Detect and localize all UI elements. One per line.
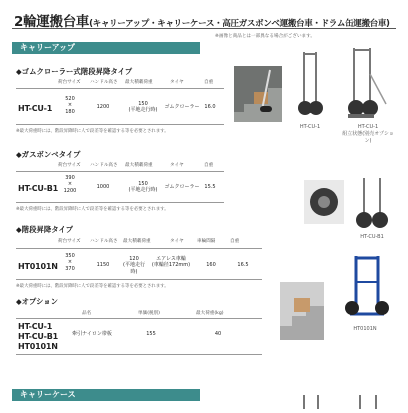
model-number: HT-CU-B1 [18,332,59,341]
image-caption: HT-CU-1 組立状態(別売オプション) [342,124,394,144]
image-caption: HT-CU-1 [299,124,321,130]
table-cell: 16.5 [237,262,249,268]
header-cell: タイヤ [170,163,184,168]
header-cell: 荷台サイズ [58,80,81,85]
table-divider [16,279,262,280]
table-divider [16,318,262,319]
footnote: ※最大荷重時には、階段昇降時に人で段差等を確認する等を必要とされます。 [16,129,169,134]
page-title [14,10,390,30]
model-number: HT0101N [18,262,58,271]
product-partial-1 [294,394,328,408]
trolley-partial-icon [294,395,328,409]
table-divider [16,248,262,249]
product-trolley-gas [350,176,394,232]
table-cell: 350 × 370 [65,253,75,272]
table-cell: 1150 [96,262,110,268]
table-divider [16,202,224,203]
header-cell: 最大積載荷重 [125,163,153,168]
table-divider [16,124,224,125]
header-cell: タイヤ [170,239,184,244]
header-cell: 自重 [204,80,214,85]
table-cell: 520 × 180 [65,96,75,115]
image-caption: HT0101N [353,326,377,332]
header-cell: 荷台サイズ [58,163,81,168]
title-underline [12,28,396,29]
table-cell: ゴムクローラー [164,104,200,110]
title-sub: (キャリーアップ・キャリーケース・高圧ガスボンベ運搬台車・ドラム缶運搬台車) [89,19,390,29]
product-trolley-blue [338,252,396,324]
stair-type-photo [280,282,324,340]
option-name: 牽引ナイロン帯板 [72,331,112,337]
table-cell: 16.0 [204,104,216,110]
header-cell: 最大荷重(kg) [196,311,224,316]
product-photo-stairs [234,66,282,122]
table-cell: 150 (平地走行時) [128,181,158,194]
footnote: ※最大荷重時には、階段昇降時に人で段差等を確認する等を必要とされます。 [16,207,169,212]
table-cell: 120 (平地走行時) [123,256,145,275]
product-photo-stair-type [280,282,324,340]
table-divider [16,171,224,172]
model-number: HT-CU-1 [18,104,53,113]
header-cell: 荷台サイズ [58,239,81,244]
header-cell: 最大積載荷重 [125,80,153,85]
option-load: 40 [214,331,222,337]
category-bar-carry-case: キャリーケース [12,389,200,401]
table-cell: ゴムクローラー [164,184,200,190]
section-title: ◆ゴムクローラー式階段昇降タイプ [16,67,133,76]
model-number: HT0101N [18,342,58,351]
table-cell: 1200 [96,104,110,110]
table-cell: 15.5 [204,184,216,190]
header-cell: 品名 [82,311,92,316]
trolley-assembled-icon [338,44,394,124]
category-bar-carry-up: キャリーアップ [12,42,200,54]
table-cell: 150 (平地走行時) [128,101,158,114]
header-cell: 単価(税別) [138,311,160,316]
table-divider [16,354,262,355]
table-cell: 1000 [96,184,110,190]
header-cell: 自重 [204,163,214,168]
section-title: ◆階段昇降タイプ [16,225,74,234]
blue-trolley-icon [338,252,396,324]
header-cell: ハンドル高さ [90,163,118,168]
trolley-partial-icon [348,395,388,409]
table-cell: 160 [206,262,216,268]
gas-cylinder-photo [304,180,344,224]
header-cell: ハンドル高さ [90,80,118,85]
product-partial-2 [348,394,388,408]
table-cell: 390 × 1200 [63,175,77,194]
product-trolley-hu [292,50,330,122]
image-caption: HT-CU-B1 [360,234,384,240]
section-title: ◆ガスボンベタイプ [16,150,81,159]
header-cell: タイヤ [170,80,184,85]
trolley-icon [292,50,330,122]
header-cell: 自重 [230,239,240,244]
options-title: ◆オプション [16,297,58,306]
model-number: HT-CU-1 [18,322,53,331]
model-number: HT-CU-B1 [18,184,59,193]
title-main: 2輪運搬台車 [14,14,90,30]
header-cell: 最大積載荷重 [123,239,151,244]
option-price: 155 [146,331,156,337]
table-divider [16,88,224,89]
product-trolley-assembled [338,44,394,124]
footnote: ※最大荷重時には、階段昇降時に人で段差等を確認する等を必要とされます。 [16,284,169,289]
table-cell: エアレス車輪 (車輪径172mm) [151,256,191,269]
header-cell: ハンドル高さ [90,239,118,244]
gas-trolley-icon [350,176,394,232]
top-note: ※画像と商品とは一部異なる場合がございます。 [215,34,315,39]
product-photo-gas [304,180,344,224]
header-cell: 車輪間隔 [197,239,216,244]
stair-climber-photo [234,66,282,122]
